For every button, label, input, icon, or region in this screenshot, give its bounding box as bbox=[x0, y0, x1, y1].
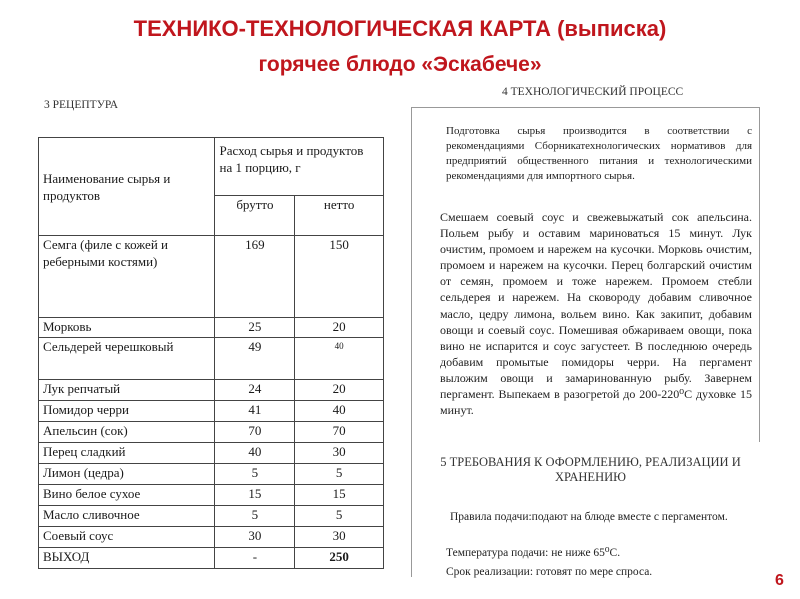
process-paragraph-1: Подготовка сырья производится в соответствии с рекомендациями Сборникатехнологических нормативов для предприятий общественного питания и технологическими рекомендациями для импортного сырья. bbox=[446, 125, 752, 182]
net-value: 40 bbox=[295, 401, 384, 422]
ingredient-name: Масло сливочное bbox=[39, 506, 215, 527]
table-row bbox=[39, 527, 384, 548]
net-value: 20 bbox=[295, 380, 384, 401]
ingredient-name: Перец сладкий bbox=[39, 443, 215, 464]
net-value: 70 bbox=[295, 422, 384, 443]
column-divider bbox=[759, 107, 760, 442]
gross-value: 40 bbox=[215, 443, 295, 464]
output-row bbox=[39, 548, 384, 569]
net-value: 30 bbox=[295, 443, 384, 464]
document-subtitle: горячее блюдо «Эскабече» bbox=[258, 53, 542, 76]
gross-value: 70 bbox=[215, 422, 295, 443]
net-value: 5 bbox=[295, 506, 384, 527]
gross-value: 169 bbox=[215, 236, 295, 318]
ingredient-name: Помидор черри bbox=[39, 401, 215, 422]
net-value: 5 bbox=[295, 464, 384, 485]
table-header-row bbox=[39, 138, 384, 196]
net-value: 15 bbox=[295, 485, 384, 506]
ingredient-name: Сельдерей черешковый bbox=[39, 338, 215, 380]
ingredient-name: Лук репчатый bbox=[39, 380, 215, 401]
table-row bbox=[39, 422, 384, 443]
shelf-life: Срок реализации: готовят по мере спроса. bbox=[446, 566, 653, 578]
ingredient-name: Соевый соус bbox=[39, 527, 215, 548]
section-4-heading: 4 ТЕХНОЛОГИЧЕСКИЙ ПРОЦЕСС bbox=[502, 86, 684, 98]
header-net: нетто bbox=[295, 196, 384, 236]
table-row bbox=[39, 464, 384, 485]
net-value: 20 bbox=[295, 318, 384, 338]
net-value: 30 bbox=[295, 527, 384, 548]
gross-value: 5 bbox=[215, 506, 295, 527]
document-title: ТЕХНИКО-ТЕХНОЛОГИЧЕСКАЯ КАРТА (выписка) bbox=[133, 16, 667, 41]
ingredient-name: Семга (филе с кожей и реберными костями) bbox=[39, 236, 215, 318]
gross-value: 5 bbox=[215, 464, 295, 485]
ingredient-name: Вино белое сухое bbox=[39, 485, 215, 506]
table-row bbox=[39, 380, 384, 401]
gross-value: 25 bbox=[215, 318, 295, 338]
table-row bbox=[39, 318, 384, 338]
section-5-heading: 5 ТРЕБОВАНИЯ К ОФОРМЛЕНИЮ, РЕАЛИЗАЦИИ И ХРАНЕНИЮ bbox=[440, 455, 741, 484]
table-row bbox=[39, 236, 384, 318]
gross-value: 30 bbox=[215, 527, 295, 548]
header-usage: Расход сырья и продуктов на 1 порцию, г bbox=[215, 138, 384, 196]
ingredient-name: Лимон (цедра) bbox=[39, 464, 215, 485]
output-gross: - bbox=[215, 548, 295, 569]
serving-temperature: Температура подачи: не ниже 65⁰С. bbox=[446, 547, 621, 559]
recipe-table bbox=[38, 137, 384, 569]
section-divider bbox=[411, 107, 759, 108]
ingredient-name: Морковь bbox=[39, 318, 215, 338]
section-3-heading: 3 РЕЦЕПТУРА bbox=[44, 99, 119, 111]
table-row bbox=[39, 506, 384, 527]
output-label: ВЫХОД bbox=[39, 548, 215, 569]
net-value: 40 bbox=[295, 338, 384, 380]
gross-value: 15 bbox=[215, 485, 295, 506]
process-paragraph-2: Смешаем соевый соус и свежевыжатый сок апельсина. Польем рыбу и оставим мариноваться 15 минут. Лук очистим, промоем и нарежем на кусочки. Морковь очистим, промоем и нарежем на кусочки. Перец болгарский очистим от семян, промоем и тоже нарежем. Промоем стебли сельдерея и нарежем. На сковороду добавим сливочное масло, цедру лимона, вольем вино. Как закипит, добавим овощи и соевый соус. Помешивая обжариваем овощи, пока вино не испарится и соус загустеет. В последнюю очередь добавим промытые помидоры черри. На пергамент выложим овощи и замаринованную рыбу. Завернем пергамент. Выпекаем в разогретой до 200-220⁰С духовке 15 минут. bbox=[440, 210, 752, 418]
header-gross: брутто bbox=[215, 196, 295, 236]
ingredient-name: Апельсин (сок) bbox=[39, 422, 215, 443]
table-row bbox=[39, 485, 384, 506]
gross-value: 49 bbox=[215, 338, 295, 380]
serving-rules: Правила подачи:подают на блюде вместе с пергаментом. bbox=[450, 511, 728, 523]
gross-value: 41 bbox=[215, 401, 295, 422]
table-row bbox=[39, 401, 384, 422]
header-ingredient-name: Наименование сырья и продуктов bbox=[39, 138, 215, 236]
gross-value: 24 bbox=[215, 380, 295, 401]
output-net: 250 bbox=[295, 548, 384, 569]
net-value: 150 bbox=[295, 236, 384, 318]
table-row bbox=[39, 443, 384, 464]
table-row bbox=[39, 338, 384, 380]
column-divider bbox=[411, 107, 412, 577]
page-number: 6 bbox=[775, 572, 784, 589]
